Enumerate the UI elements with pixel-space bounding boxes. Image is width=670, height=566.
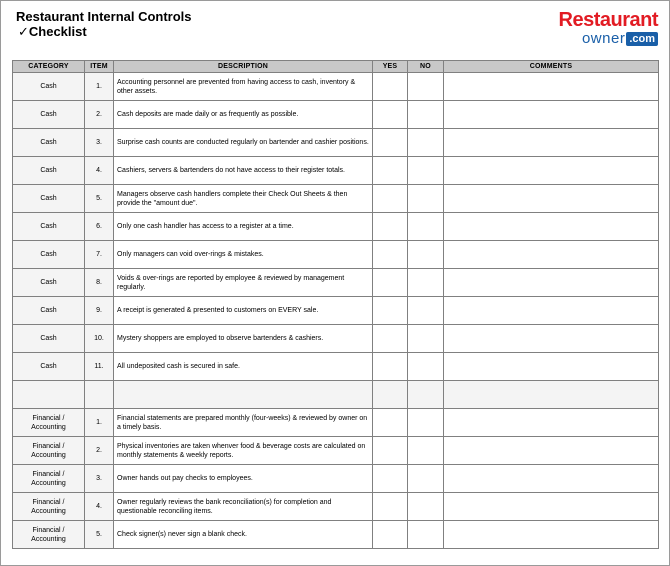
- row-category: [13, 381, 85, 409]
- row-category: Cash: [13, 73, 85, 101]
- row-description: Voids & over-rings are reported by employee & reviewed by management regularly.: [114, 269, 373, 297]
- row-yes-cell[interactable]: [373, 269, 408, 297]
- page-subtitle: ✓Checklist: [18, 24, 87, 39]
- row-yes-cell[interactable]: [373, 157, 408, 185]
- row-category: Financial / Accounting: [13, 409, 85, 437]
- row-category: Cash: [13, 241, 85, 269]
- row-description: Only managers can void over-rings & mistakes.: [114, 241, 373, 269]
- row-description: All undeposited cash is secured in safe.: [114, 353, 373, 381]
- row-no-cell[interactable]: [408, 213, 444, 241]
- row-comments-cell[interactable]: [444, 157, 659, 185]
- row-description: [114, 381, 373, 409]
- table-row: [13, 521, 659, 549]
- table-row: [13, 129, 659, 157]
- table-row: [13, 353, 659, 381]
- row-category: Cash: [13, 297, 85, 325]
- row-yes-cell[interactable]: [373, 101, 408, 129]
- row-yes-cell[interactable]: [373, 353, 408, 381]
- row-description: Managers observe cash handlers complete their Check Out Sheets & then provide the "amount due".: [114, 185, 373, 213]
- title-block: [16, 9, 192, 39]
- row-comments-cell[interactable]: [444, 101, 659, 129]
- row-yes-cell[interactable]: [373, 521, 408, 549]
- row-category: Cash: [13, 353, 85, 381]
- table-row: [13, 213, 659, 241]
- row-category: Cash: [13, 101, 85, 129]
- row-yes-cell[interactable]: [373, 465, 408, 493]
- table-row: [13, 381, 659, 409]
- row-category: Financial / Accounting: [13, 465, 85, 493]
- row-no-cell[interactable]: [408, 185, 444, 213]
- table-row: [13, 409, 659, 437]
- row-category: Financial / Accounting: [13, 493, 85, 521]
- row-yes-cell[interactable]: [373, 73, 408, 101]
- row-comments-cell[interactable]: [444, 381, 659, 409]
- row-item-number: 7.: [85, 241, 114, 269]
- logo-brand-top: Restaurant: [558, 9, 658, 31]
- checklist-table: [12, 60, 659, 549]
- row-description: Owner hands out pay checks to employees.: [114, 465, 373, 493]
- row-comments-cell[interactable]: [444, 73, 659, 101]
- row-item-number: 3.: [85, 129, 114, 157]
- row-description: Only one cash handler has access to a register at a time.: [114, 213, 373, 241]
- row-item-number: 6.: [85, 213, 114, 241]
- table-row: [13, 437, 659, 465]
- table-row: [13, 185, 659, 213]
- row-item-number: 4.: [85, 157, 114, 185]
- row-no-cell[interactable]: [408, 297, 444, 325]
- row-no-cell[interactable]: [408, 465, 444, 493]
- row-yes-cell[interactable]: [373, 325, 408, 353]
- row-comments-cell[interactable]: [444, 297, 659, 325]
- row-item-number: 1.: [85, 73, 114, 101]
- column-header-comments: COMMENTS: [444, 61, 659, 73]
- row-item-number: 8.: [85, 269, 114, 297]
- row-description: Physical inventories are taken whenver food & beverage costs are calculated on monthly statements & weekly reports.: [114, 437, 373, 465]
- table-row: [13, 269, 659, 297]
- table-row: [13, 101, 659, 129]
- row-yes-cell[interactable]: [373, 297, 408, 325]
- row-no-cell[interactable]: [408, 129, 444, 157]
- row-comments-cell[interactable]: [444, 213, 659, 241]
- page-title: Restaurant Internal Controls: [16, 9, 192, 24]
- logo-brand-suffix: .com: [626, 32, 658, 46]
- row-comments-cell[interactable]: [444, 465, 659, 493]
- row-no-cell[interactable]: [408, 157, 444, 185]
- table-row: [13, 241, 659, 269]
- row-description: Mystery shoppers are employed to observe bartenders & cashiers.: [114, 325, 373, 353]
- row-description: Accounting personnel are prevented from having access to cash, inventory & other assets.: [114, 73, 373, 101]
- row-category: Cash: [13, 213, 85, 241]
- row-item-number: 4.: [85, 493, 114, 521]
- row-item-number: 3.: [85, 465, 114, 493]
- row-comments-cell[interactable]: [444, 521, 659, 549]
- row-comments-cell[interactable]: [444, 493, 659, 521]
- row-category: Cash: [13, 269, 85, 297]
- row-description: Owner regularly reviews the bank reconciliation(s) for completion and questionable reconciling items.: [114, 493, 373, 521]
- row-no-cell[interactable]: [408, 101, 444, 129]
- checklist-body: [13, 73, 659, 549]
- row-yes-cell[interactable]: [373, 437, 408, 465]
- row-description: A receipt is generated & presented to customers on EVERY sale.: [114, 297, 373, 325]
- row-comments-cell[interactable]: [444, 325, 659, 353]
- row-item-number: 1.: [85, 409, 114, 437]
- row-item-number: [85, 381, 114, 409]
- column-header-no: NO: [408, 61, 444, 73]
- column-header-description: DESCRIPTION: [114, 61, 373, 73]
- column-header-yes: YES: [373, 61, 408, 73]
- logo-brand-bottom: owner: [581, 30, 626, 47]
- row-category: Cash: [13, 185, 85, 213]
- row-item-number: 5.: [85, 521, 114, 549]
- row-item-number: 9.: [85, 297, 114, 325]
- row-comments-cell[interactable]: [444, 241, 659, 269]
- row-comments-cell[interactable]: [444, 437, 659, 465]
- table-row: [13, 297, 659, 325]
- row-yes-cell[interactable]: [373, 493, 408, 521]
- row-item-number: 2.: [85, 437, 114, 465]
- row-item-number: 2.: [85, 101, 114, 129]
- row-category: Financial / Accounting: [13, 437, 85, 465]
- table-row: [13, 73, 659, 101]
- row-category: Cash: [13, 129, 85, 157]
- table-row: [13, 325, 659, 353]
- row-item-number: 10.: [85, 325, 114, 353]
- row-no-cell[interactable]: [408, 437, 444, 465]
- row-yes-cell[interactable]: [373, 185, 408, 213]
- restaurant-owner-logo: [558, 10, 658, 46]
- row-no-cell[interactable]: [408, 409, 444, 437]
- row-description: Cash deposits are made daily or as frequently as possible.: [114, 101, 373, 129]
- row-category: Financial / Accounting: [13, 521, 85, 549]
- row-comments-cell[interactable]: [444, 269, 659, 297]
- row-yes-cell[interactable]: [373, 409, 408, 437]
- row-yes-cell[interactable]: [373, 241, 408, 269]
- row-comments-cell[interactable]: [444, 129, 659, 157]
- row-no-cell[interactable]: [408, 381, 444, 409]
- column-header-item: ITEM: [85, 61, 114, 73]
- row-description: Cashiers, servers & bartenders do not have access to their register totals.: [114, 157, 373, 185]
- row-comments-cell[interactable]: [444, 185, 659, 213]
- row-comments-cell[interactable]: [444, 353, 659, 381]
- table-row: [13, 493, 659, 521]
- row-item-number: 5.: [85, 185, 114, 213]
- row-no-cell[interactable]: [408, 269, 444, 297]
- column-header-category: CATEGORY: [13, 61, 85, 73]
- row-item-number: 11.: [85, 353, 114, 381]
- logo-brand-bottom-row: [558, 31, 658, 46]
- table-row: [13, 157, 659, 185]
- row-yes-cell[interactable]: [373, 381, 408, 409]
- row-yes-cell[interactable]: [373, 213, 408, 241]
- row-comments-cell[interactable]: [444, 409, 659, 437]
- row-description: Financial statements are prepared monthly (four-weeks) & reviewed by owner on a timely basis.: [114, 409, 373, 437]
- table-header-row: [13, 61, 659, 73]
- row-category: Cash: [13, 325, 85, 353]
- row-category: Cash: [13, 157, 85, 185]
- table-row: [13, 465, 659, 493]
- row-no-cell[interactable]: [408, 521, 444, 549]
- row-description: Check signer(s) never sign a blank check.: [114, 521, 373, 549]
- row-yes-cell[interactable]: [373, 129, 408, 157]
- row-no-cell[interactable]: [408, 241, 444, 269]
- row-no-cell[interactable]: [408, 353, 444, 381]
- row-no-cell[interactable]: [408, 325, 444, 353]
- row-no-cell[interactable]: [408, 493, 444, 521]
- row-no-cell[interactable]: [408, 73, 444, 101]
- row-description: Surprise cash counts are conducted regularly on bartender and cashier positions.: [114, 129, 373, 157]
